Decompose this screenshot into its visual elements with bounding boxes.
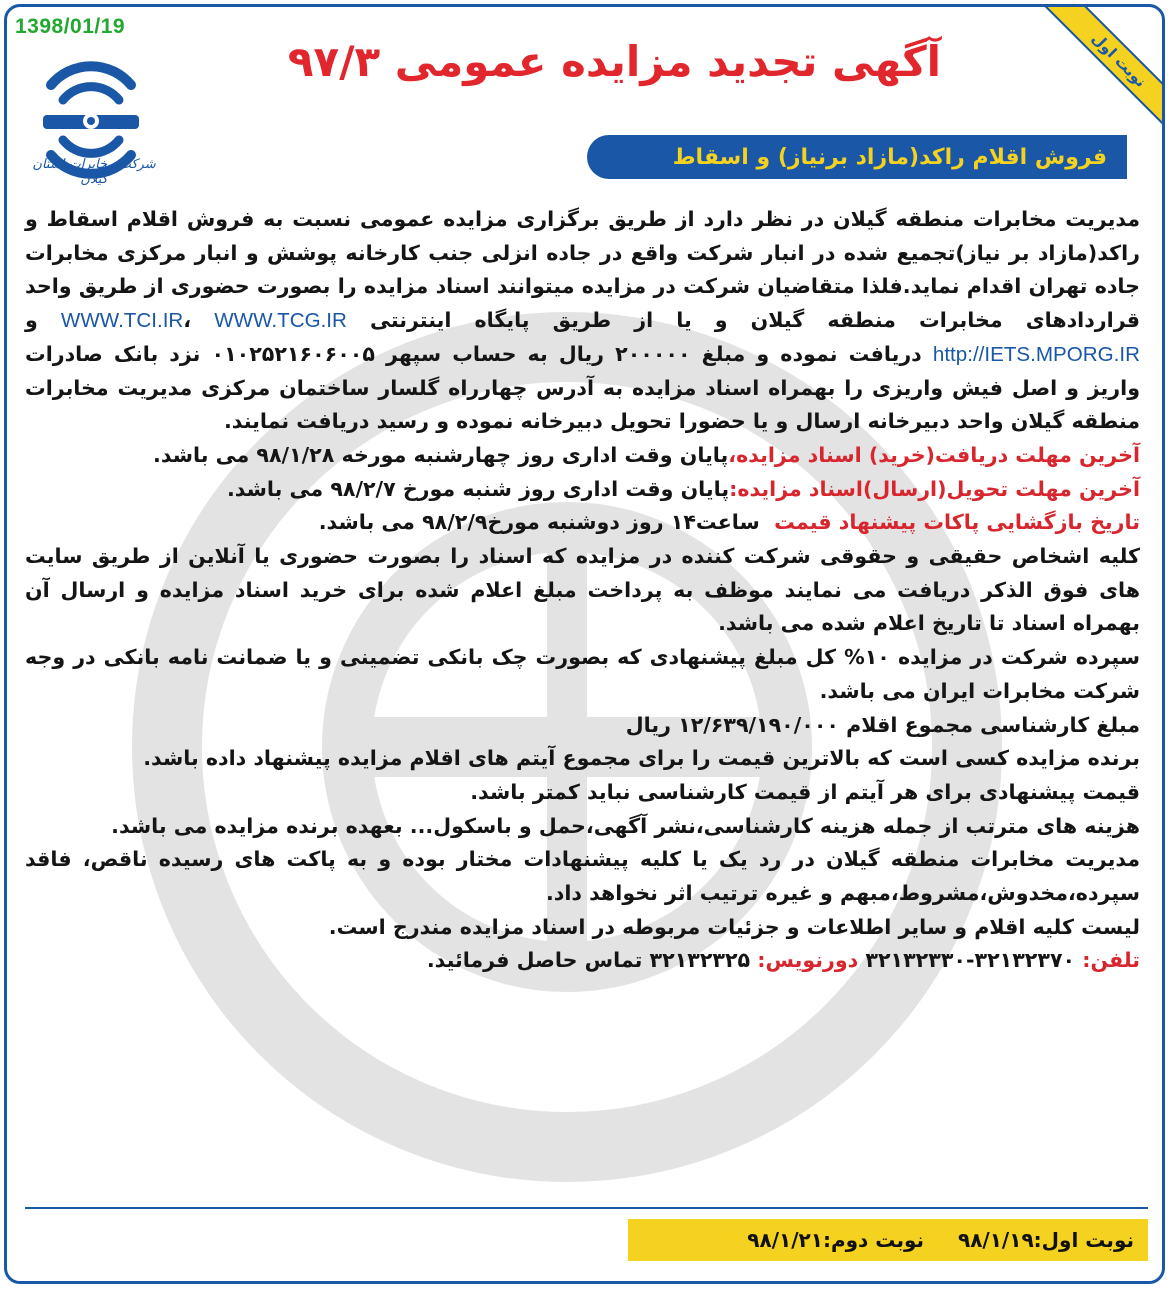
fax-number: ۳۲۱۳۲۳۲۵ <box>649 948 751 973</box>
contact-end: تماس حاصل فرمائید. <box>426 948 643 973</box>
deadline-purchase-text: پایان وقت اداری روز چهارشنبه مورخه ۹۸/۱/۲۸ می باشد. <box>153 442 729 467</box>
paragraph-winner: برنده مزایده کسی است که بالاترین قیمت را برای مجموع آیتم های اقلام مزایده پیشنهاد داده باشد. <box>143 746 1140 771</box>
deadline-purchase-label: آخرین مهلت دریافت(خرید) اسناد مزایده، <box>728 442 1140 467</box>
deadline-purchase <box>25 439 1140 473</box>
second-publication: نوبت دوم:۹۸/۱/۲۱ <box>747 1228 924 1252</box>
logo-caption: شرکت مخابرات استان گیلان <box>32 157 156 187</box>
ribbon-label: نوبت اول <box>1041 5 1164 138</box>
notice-body <box>25 203 1140 978</box>
paragraph-costs: هزینه های مترتب از جمله هزینه کارشناسی،نشر آگهی،حمل و باسکول... بعهده برنده مزایده می باشد. <box>111 813 1140 838</box>
opening-date <box>25 506 1140 540</box>
deadline-submission <box>25 473 1140 507</box>
first-publication: نوبت اول:۹۸/۱/۱۹ <box>958 1228 1134 1252</box>
fax-label: دورنویس: <box>757 948 859 973</box>
notice-frame <box>4 4 1165 1284</box>
paragraph-min-price: قیمت پیشنهادی برای هر آیتم از قیمت کارشناسی نباید کمتر باشد. <box>470 779 1140 804</box>
deadline-submission-text: پایان وقت اداری روز شنبه مورخ ۹۸/۲/۷ می باشد. <box>226 476 730 501</box>
intro-text-2: دریافت نموده و مبلغ ۲۰۰۰۰۰ ریال به حساب سپهر ۰۱۰۲۵۲۱۶۰۶۰۰۵ نزد بانک صادرات واریز و اصل فیش واریزی را بهمراه اسناد مزایده به آدرس چهارراه گلسار ساختمان مرکزی مدیریت مخابرات منطقه گیلان واحد دبیرخانه ارسال و یا حضورا تحویل دبیرخانه نموده و رسید دریافت نمایند. <box>25 341 1140 434</box>
date-stamp: 1398/01/19 <box>15 15 126 38</box>
footer-divider <box>25 1207 1148 1209</box>
website-link-tci[interactable]: WWW.TCI.IR <box>60 309 184 333</box>
intro-paragraph <box>25 203 1140 439</box>
website-separator: ، <box>183 308 192 333</box>
opening-date-label: تاریخ بازگشایی پاکات پیشنهاد قیمت <box>774 510 1140 535</box>
website-link-iets[interactable]: http://IETS.MPORG.IR <box>932 342 1140 366</box>
subtitle-text: فروش اقلام راکد(مازاد برنیاز) و اسقاط <box>672 144 1107 170</box>
website-and: و <box>25 308 38 333</box>
website-link-tcg[interactable]: WWW.TCG.IR <box>214 309 347 333</box>
paragraph-list: لیست کلیه اقلام و سایر اطلاعات و جزئیات مربوطه در اسناد مزایده مندرج است. <box>328 914 1140 939</box>
paragraph-deposit: سپرده شرکت در مزایده ۱۰% کل مبلغ پیشنهادی که بصورت چک بانکی تضمینی و یا ضمانت نامه بانکی در وجه شرکت مخابرات ایران می باشد. <box>25 645 1140 703</box>
paragraph-fee: کلیه اشخاص حقیقی و حقوقی شرکت کننده در مزایده که اسناد را بصورت حضوری یا آنلاین از طریق سایت های فوق الذکر دریافت می نمایند موظف به پرداخت مبلغ اعلام شده برای خرید اسناد مزایده و ارسال آن بهمراه اسناد تا تاریخ اعلام شده می باشد. <box>25 544 1140 636</box>
phone-label: تلفن: <box>1082 948 1140 973</box>
paragraph-appraisal: مبلغ کارشناسی مجموع اقلام ۱۲/۶۳۹/۱۹۰/۰۰۰ ریال <box>625 712 1140 737</box>
paragraph-rights: مدیریت مخابرات منطقه گیلان در رد یک یا کلیه پیشنهادات مختار بوده و به پاکت های رسیده ناقص، فاقد سپرده،مخدوش،مشروط،مبهم و غیره ترتیب اثر نخواهد داد. <box>25 847 1140 906</box>
deadline-submission-label: آخرین مهلت تحویل(ارسال)اسناد مزایده: <box>729 476 1140 501</box>
opening-date-text: ساعت۱۴ روز دوشنبه مورخ۹۸/۲/۹ می باشد. <box>318 510 760 535</box>
page-title: آگهی تجدید مزایده عمومی ۹۷/۳ <box>287 37 942 86</box>
corner-ribbon <box>1014 5 1164 155</box>
phone-numbers: ۳۲۱۳۲۳۷۰-۳۲۱۳۲۳۳۰ <box>865 948 1076 973</box>
intro-text: مدیریت مخابرات منطقه گیلان در نظر دارد از طریق برگزاری مزایده عمومی نسبت به فروش اقلام اسقاط و راکد(مازاد بر نیاز)تجمیع شده در انبار شرکت واقع در جاده انزلی جنب کارخانه پوشش و انبار مرکزی مخابرات جاده تهران اقدام نماید.فلذا متقاضیان شرکت در مزایده میتوانند اسناد مزایده را بصورت حضوری از طریق واحد قراردادهای مخابرات منطقه گیلان و یا از طریق پایگاه اینترنتی <box>25 207 1140 333</box>
contact-line <box>25 944 1140 978</box>
publication-dates <box>628 1219 1148 1261</box>
